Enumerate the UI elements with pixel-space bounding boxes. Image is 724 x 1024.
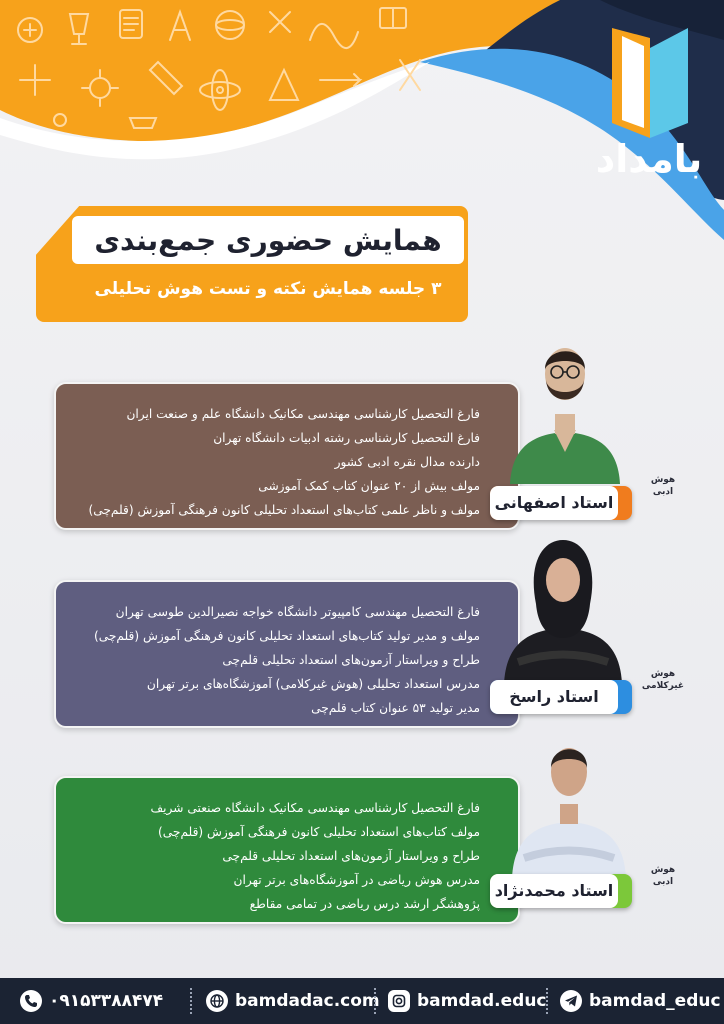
footer-website[interactable] xyxy=(206,978,380,1024)
subject-tag-line1: هوش xyxy=(650,475,676,485)
instagram-handle: bamdad.educ xyxy=(417,991,547,1011)
subject-tag-line2: ادبی xyxy=(652,487,674,497)
subject-tag-line2: غیرکلامی xyxy=(641,681,685,691)
bullet: پژوهشگر ارشد درس ریاضی در تمامی مقاطع xyxy=(249,897,480,911)
phone-icon xyxy=(20,990,42,1012)
teacher-card-rasekh xyxy=(54,580,520,728)
instagram-icon xyxy=(388,990,410,1012)
title-banner xyxy=(36,206,468,322)
bullet: فارغ التحصیل کارشناسی مهندسی مکانیک دانشگاه علم و صنعت ایران xyxy=(126,407,480,421)
page-title: همایش حضوری جمع‌بندی xyxy=(94,224,442,257)
teacher-name-badge-rasekh xyxy=(490,680,632,714)
telegram-handle: bamdad_educ xyxy=(589,991,721,1011)
globe-icon xyxy=(206,990,228,1012)
footer-divider xyxy=(374,988,376,1014)
footer-instagram[interactable] xyxy=(388,978,547,1024)
footer-divider xyxy=(190,988,192,1014)
teacher-name: استاد اصفهانی xyxy=(490,486,618,520)
bullet: فارغ التحصیل مهندسی کامپیوتر دانشگاه خواجه نصیرالدین طوسی تهران xyxy=(115,605,480,619)
subject-tag-line1: هوش xyxy=(650,865,676,875)
phone-number: ۰۹۱۵۳۳۸۸۴۷۴ xyxy=(49,991,164,1011)
website-url: bamdadac.com xyxy=(235,991,380,1011)
teacher-photo-mohammadnejad xyxy=(504,728,634,878)
teacher-card-esfahani xyxy=(54,382,520,530)
bullet: فارغ التحصیل کارشناسی رشته ادبیات دانشگاه تهران xyxy=(213,431,480,445)
bullet: فارغ التحصیل کارشناسی مهندسی مکانیک دانشگاه صنعتی شریف xyxy=(150,801,480,815)
footer-divider xyxy=(546,988,548,1014)
bullet: مولف و ناظر علمی کتاب‌های استعداد تحلیلی کانون فرهنگی آموزش (قلم‌چی) xyxy=(88,503,480,517)
bullet: طراح و ویراستار آزمون‌های استعداد تحلیلی قلم‌چی xyxy=(222,653,480,667)
logo-wordmark: بامداد xyxy=(595,137,703,181)
teacher-name: استاد محمدنژاد xyxy=(490,874,618,908)
bullet: مولف کتاب‌های استعداد تحلیلی کانون فرهنگی آموزش (قلم‌چی) xyxy=(158,825,480,839)
footer-telegram[interactable] xyxy=(560,978,721,1024)
bullet: طراح و ویراستار آزمون‌های استعداد تحلیلی قلم‌چی xyxy=(222,849,480,863)
subject-tag-line2: ادبی xyxy=(652,877,674,887)
teacher-name-badge-esfahani xyxy=(490,486,632,520)
subject-tag xyxy=(640,474,686,498)
page-subtitle: ۳ جلسه همایش نکته و تست هوش تحلیلی xyxy=(94,279,442,299)
teacher-photo-rasekh xyxy=(498,534,628,684)
bullet: مولف بیش از ۲۰ عنوان کتاب کمک آموزشی xyxy=(258,479,480,493)
footer-phone[interactable] xyxy=(20,978,163,1024)
bullet: دارنده مدال نقره ادبی کشور xyxy=(334,455,480,469)
teacher-photo-esfahani xyxy=(500,334,630,484)
bullet: مدیر تولید ۵۳ عنوان کتاب قلم‌چی xyxy=(311,701,480,715)
teacher-card-mohammadnejad xyxy=(54,776,520,924)
bullet: مولف و مدیر تولید کتاب‌های استعداد تحلیلی کانون فرهنگی آموزش (قلم‌چی) xyxy=(93,629,480,643)
subject-tag xyxy=(640,864,686,888)
subject-tag-line1: هوش xyxy=(650,669,676,679)
bullet: مدرس استعداد تحلیلی (هوش غیرکلامی) آموزشگاه‌های برتر تهران xyxy=(146,677,480,691)
footer-bar xyxy=(0,978,724,1024)
subject-tag xyxy=(640,668,686,692)
teacher-name: استاد راسخ xyxy=(490,680,618,714)
teacher-name-badge-mohammadnejad xyxy=(490,874,632,908)
bullet: مدرس هوش ریاضی در آموزشگاه‌های برتر تهران xyxy=(233,873,480,887)
doodle-pattern xyxy=(0,0,460,140)
telegram-icon xyxy=(560,990,582,1012)
